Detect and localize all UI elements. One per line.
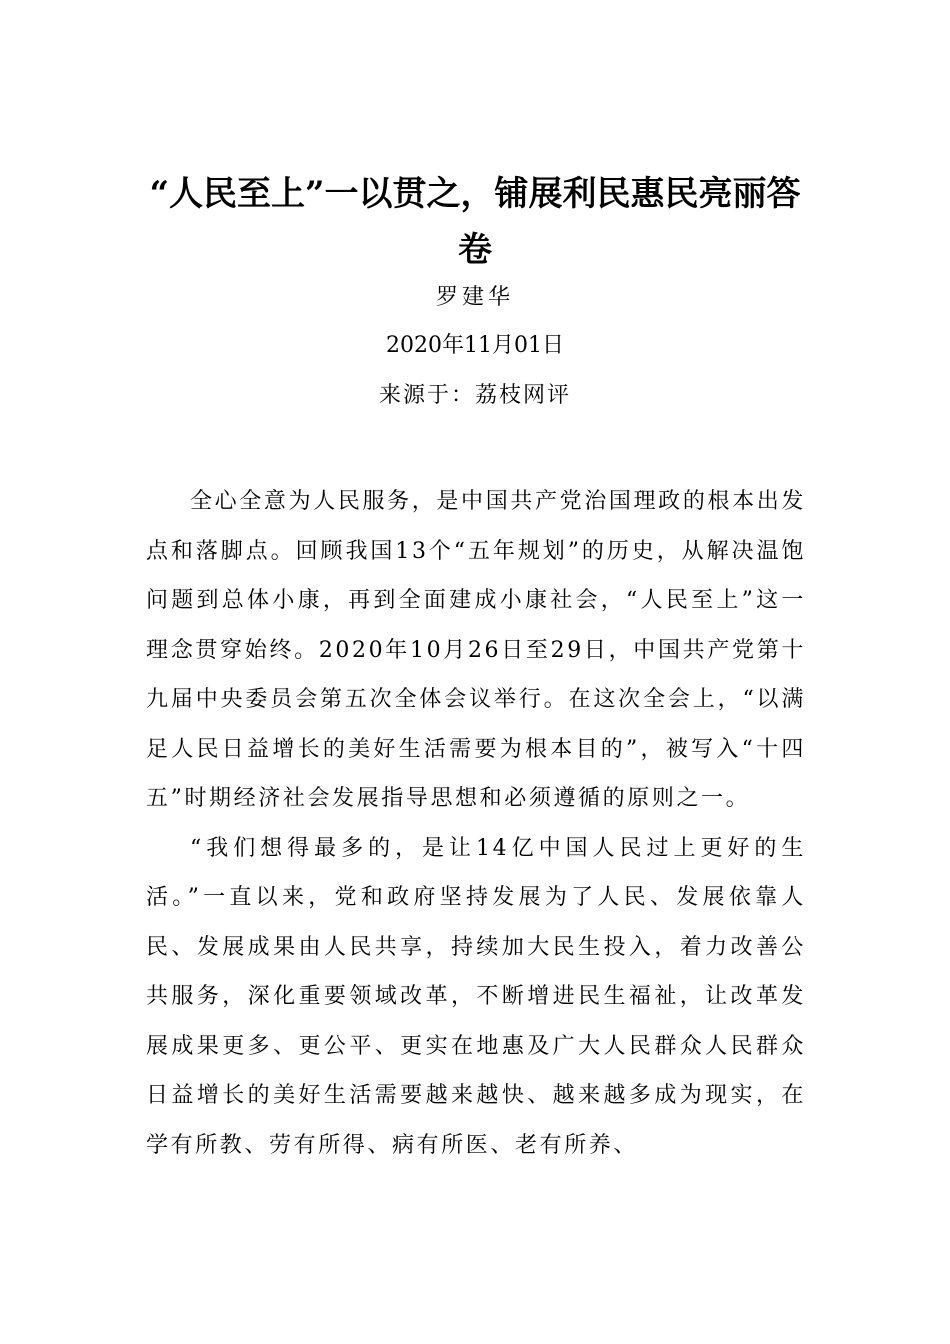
source-line: 来源于：荔枝网评: [378, 383, 571, 408]
paragraph-2: “我们想得最多的，是让14亿中国人民过上更好的生活。”一直以来，党和政府坚持发展为了人民、发展依靠人民、发展成果由人民共享，持续加大民生投入，着力改善公共服务，深化重要领域改革，不断增进民生福祉，让改革发展成果更多、更公平、更实在地惠及广大人民群众人民群众日益增长的美好生活需要越来越快、越来越多成为现实，在学有所教、劳有所得、病有所医、老有所养、: [146, 835, 806, 1158]
paragraph-1: 全心全意为人民服务，是中国共产党治国理政的根本出发点和落脚点。回顾我国13个“五年规划”的历史，从解决温饱问题到总体小康，再到全面建成小康社会，“人民至上”这一理念贯穿始终。2020年10月26日至29日，中国共产党第十九届中央委员会第五次全体会议举行。在这次全会上，“以满足人民日益增长的美好生活需要为根本目的”，被写入“十四五”时期经济社会发展指导思想和必须遵循的原则之一。: [146, 489, 806, 811]
article-body: [146, 477, 806, 1170]
author-name: 罗建华: [435, 285, 514, 310]
document-title: “人民至上”一以贯之，铺展利民惠民亮丽答卷: [149, 174, 801, 270]
publish-date: 2020年11月01日: [386, 333, 564, 358]
